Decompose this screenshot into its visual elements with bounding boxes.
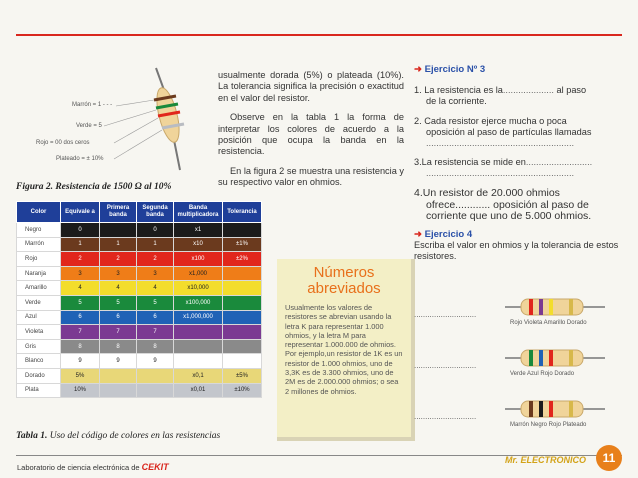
label-marron: Marrón = 1 - - -: [72, 102, 113, 108]
q3-text: 3.La resistencia se mide en: [414, 157, 526, 167]
color-value-cell: 7: [100, 325, 137, 340]
color-value-cell: 9: [100, 354, 137, 369]
color-value-cell: [223, 310, 262, 325]
color-value-cell: x10,000: [174, 281, 223, 296]
color-value-cell: 2: [61, 252, 100, 267]
question-2: [414, 116, 620, 149]
color-band: [529, 299, 533, 315]
color-value-cell: 10%: [61, 383, 100, 398]
color-value-cell: [223, 295, 262, 310]
q1-start: 1. La resistencia es la: [414, 85, 503, 95]
color-value-cell: 9: [137, 354, 174, 369]
question-4: [414, 188, 620, 223]
color-value-cell: [223, 339, 262, 354]
color-value-cell: x1,000: [174, 266, 223, 281]
th-tolerancia: Tolerancia: [223, 202, 262, 223]
abbreviations-box: [277, 259, 415, 441]
color-value-cell: 7: [137, 325, 174, 340]
paragraph-2: Observe en la tabla 1 la forma de interpretar los colores de acuerdo a la posición que ocupa la banda en la resistencia.: [218, 112, 404, 157]
color-band: [549, 299, 553, 315]
figure-caption: [16, 182, 171, 192]
color-value-cell: 5%: [61, 368, 100, 383]
color-value-cell: 9: [61, 354, 100, 369]
th-color: Color: [17, 202, 61, 223]
color-value-cell: 2: [137, 252, 174, 267]
color-value-cell: 3: [137, 266, 174, 281]
box-title: Números abreviados: [307, 264, 381, 297]
resistor-band-labels: Rojo Violeta Amarillo Dorado: [510, 320, 587, 326]
paragraph-1: usualmente dorada (5%) o plateada (10%). La tolerancia significa la precisión o exactitud en el valor del resistor.: [218, 70, 404, 103]
color-value-cell: ±5%: [223, 368, 262, 383]
table-caption-label: Tabla 1.: [16, 431, 48, 441]
color-band: [529, 401, 533, 417]
q2-line2: oposición al paso de partículas llamadas: [426, 127, 592, 137]
color-value-cell: 6: [100, 310, 137, 325]
color-value-cell: x100,000: [174, 295, 223, 310]
table-caption-text: Uso del código de colores en las resistencias: [49, 431, 221, 441]
color-value-cell: 8: [100, 339, 137, 354]
color-value-cell: 6: [137, 310, 174, 325]
color-value-cell: [100, 368, 137, 383]
th-segunda: Segunda banda: [137, 202, 174, 223]
table-row: [17, 368, 262, 383]
q1-blank[interactable]: ....................: [502, 85, 554, 95]
color-value-cell: 8: [61, 339, 100, 354]
exercise-4-title-text: Ejercicio 4: [424, 228, 473, 240]
exercise-4-title: [414, 229, 620, 240]
color-name-cell: Negro: [17, 223, 61, 238]
color-value-cell: x100: [174, 252, 223, 267]
arrow-icon: ➜: [414, 64, 425, 75]
q1-line2: de la corriente.: [426, 96, 487, 106]
color-value-cell: 1: [100, 237, 137, 252]
color-value-cell: 5: [137, 295, 174, 310]
th-equivale: Equivale a: [61, 202, 100, 223]
resistor-band-labels: Verde Azul Rojo Dorado: [510, 371, 575, 377]
color-value-cell: [223, 223, 262, 238]
color-value-cell: [174, 354, 223, 369]
mr-electronico-logo: Mr. ELECTRONICO: [505, 455, 587, 465]
color-band: [539, 299, 543, 315]
color-value-cell: ±2%: [223, 252, 262, 267]
color-value-cell: x1,000,000: [174, 310, 223, 325]
color-value-cell: 8: [137, 339, 174, 354]
color-name-cell: Marrón: [17, 237, 61, 252]
exercise-3-title-text: Ejercicio Nº 3: [424, 64, 486, 75]
table-row: [17, 223, 262, 238]
color-value-cell: 3: [100, 266, 137, 281]
color-value-cell: 2: [100, 252, 137, 267]
color-value-cell: 7: [61, 325, 100, 340]
resistor-icon: [505, 347, 605, 369]
color-name-cell: Azul: [17, 310, 61, 325]
footer: [17, 462, 169, 472]
arrow-icon: ➜: [414, 228, 425, 240]
table-row: [17, 281, 262, 296]
color-band: [539, 401, 543, 417]
resistor-figure: [14, 60, 214, 180]
color-name-cell: Dorado: [17, 368, 61, 383]
color-name-cell: Verde: [17, 295, 61, 310]
color-value-cell: x10: [174, 237, 223, 252]
color-value-cell: 4: [137, 281, 174, 296]
color-value-cell: ±10%: [223, 383, 262, 398]
color-code-table: [16, 201, 262, 398]
color-name-cell: Blanco: [17, 354, 61, 369]
color-value-cell: 1: [61, 237, 100, 252]
color-name-cell: Violeta: [17, 325, 61, 340]
color-value-cell: 4: [61, 281, 100, 296]
top-rule: [16, 34, 622, 36]
question-3: [414, 157, 620, 179]
table-row: [17, 252, 262, 267]
exercise-3-title: [414, 64, 620, 75]
th-multiplicadora: Banda multiplicadora: [174, 202, 223, 223]
table-caption: [16, 431, 220, 441]
table-row: [17, 310, 262, 325]
color-value-cell: 5: [100, 295, 137, 310]
color-value-cell: [223, 281, 262, 296]
label-rojo: Rojo = 00 dos ceros: [36, 140, 90, 146]
middle-column: [218, 70, 404, 197]
color-name-cell: Amarillo: [17, 281, 61, 296]
label-plateado: Plateado = ± 10%: [56, 156, 104, 162]
footer-brand: CEKIT: [141, 462, 169, 472]
figure-caption-text: Resistencia de 1500 Ω al 10%: [55, 182, 172, 192]
color-name-cell: Rojo: [17, 252, 61, 267]
answer-blank[interactable]: ............................: [414, 361, 477, 370]
th-primera: Primera banda: [100, 202, 137, 223]
color-value-cell: 5: [61, 295, 100, 310]
footer-text: Laboratorio de ciencia electrónica de: [17, 463, 140, 472]
color-value-cell: ±1%: [223, 237, 262, 252]
label-verde: Verde = 5: [76, 123, 102, 129]
color-value-cell: [137, 383, 174, 398]
color-value-cell: 0: [61, 223, 100, 238]
color-band: [569, 299, 573, 315]
color-band: [549, 401, 553, 417]
exercise-4-text: Escriba el valor en ohmios y la tolerancia de estos resistores.: [414, 239, 619, 261]
q4-line2: ofrece............ oposición al paso de: [426, 198, 589, 211]
color-value-cell: [223, 266, 262, 281]
q3-blank[interactable]: ..........................: [525, 157, 593, 167]
q3-blank-2[interactable]: ..........................................................: [426, 168, 575, 178]
box-text: Usualmente los valores de resistores se abrevian usando la letra K para representar 1.000 ohmios, y la letra M para representar 1.000.000 de ohmios. Por ejemplo,un resistor de 1K es un resistor de 1.000 ohmios, uno de 3,3K es de 3.300 ohmios, uno de 2M es de 2.000.000 ohmios; o sea 2 millones de ohmios.: [285, 303, 403, 396]
color-band: [569, 401, 573, 417]
color-value-cell: [174, 325, 223, 340]
color-value-cell: [223, 354, 262, 369]
color-value-cell: 6: [61, 310, 100, 325]
color-name-cell: Naranja: [17, 266, 61, 281]
table-row: [17, 325, 262, 340]
color-value-cell: 4: [100, 281, 137, 296]
color-value-cell: [137, 368, 174, 383]
color-band: [529, 350, 533, 366]
color-value-cell: [174, 339, 223, 354]
table-row: [17, 383, 262, 398]
color-value-cell: [100, 383, 137, 398]
page-number: 11: [596, 445, 622, 471]
question-1: [414, 85, 620, 107]
table-row: [17, 354, 262, 369]
color-band: [569, 350, 573, 366]
figure-caption-label: Figura 2.: [16, 182, 53, 192]
table-row: [17, 295, 262, 310]
color-value-cell: [100, 223, 137, 238]
q4-line1: 4.Un resistor de 20.000 ohmios: [414, 187, 560, 199]
resistor-icon: [505, 398, 605, 420]
color-band: [539, 350, 543, 366]
q1-end: al paso: [556, 85, 587, 95]
color-value-cell: 3: [61, 266, 100, 281]
answer-blank[interactable]: ............................: [414, 310, 477, 319]
color-value-cell: 0: [137, 223, 174, 238]
paragraph-3: En la figura 2 se muestra una resistencia y su respectivo valor en ohmios.: [218, 165, 404, 188]
exercises-column: [414, 64, 620, 262]
resistor-icon: [505, 296, 605, 318]
color-name-cell: Plata: [17, 383, 61, 398]
table-row: [17, 339, 262, 354]
resistor-drawing: [14, 60, 214, 180]
resistor-band-labels: Marrón Negro Rojo Plateado: [510, 422, 587, 428]
table-row: [17, 266, 262, 281]
color-value-cell: x0,01: [174, 383, 223, 398]
q4-line3: corriente que uno de 5.000 ohmios.: [426, 210, 592, 222]
color-value-cell: x1: [174, 223, 223, 238]
table-row: [17, 237, 262, 252]
q2-line1: 2. Cada resistor ejerce mucha o poca: [414, 116, 567, 126]
color-value-cell: x0,1: [174, 368, 223, 383]
answer-blank[interactable]: ............................: [414, 412, 477, 421]
color-name-cell: Gris: [17, 339, 61, 354]
color-band: [549, 350, 553, 366]
color-value-cell: [223, 325, 262, 340]
q2-blank[interactable]: ..........................................................: [426, 138, 575, 148]
color-value-cell: 1: [137, 237, 174, 252]
